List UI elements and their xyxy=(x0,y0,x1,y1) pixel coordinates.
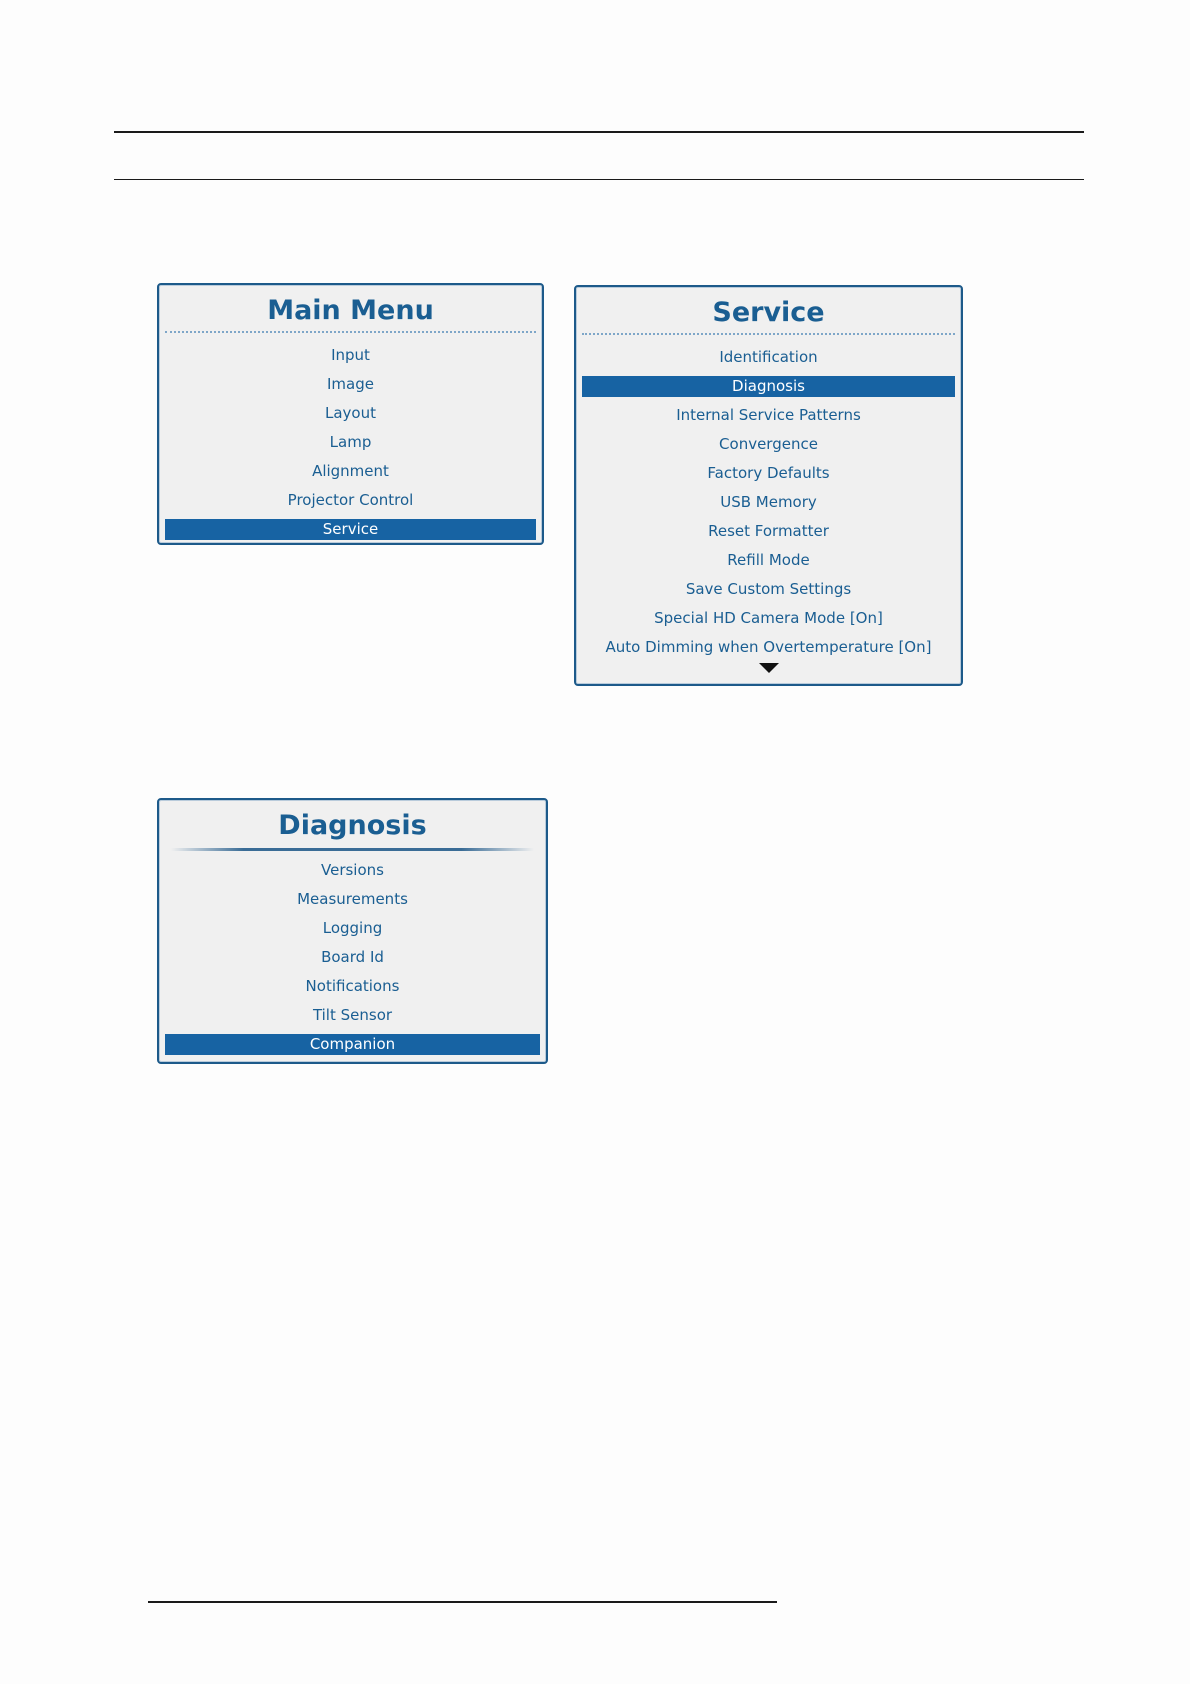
menu-item-label: Logging xyxy=(322,919,383,937)
menu-item-label: Notifications xyxy=(305,977,400,995)
footer-rule xyxy=(148,1601,777,1603)
main-menu-item-input[interactable] xyxy=(165,341,536,370)
menu-item-label: USB Memory xyxy=(720,493,817,511)
menu-item-label: Image xyxy=(327,375,374,393)
menu-item-label: Service xyxy=(165,519,536,540)
menu-item-label: Tilt Sensor xyxy=(312,1006,393,1024)
menu-item-label: Refill Mode xyxy=(727,551,810,569)
service-menu-item-refill-mode[interactable] xyxy=(582,546,955,575)
service-menu-item-save-custom-settings[interactable] xyxy=(582,575,955,604)
service-menu-item-usb-memory[interactable] xyxy=(582,488,955,517)
diagnosis-menu-item-logging[interactable] xyxy=(165,914,540,943)
service-menu-item-internal-service-patterns[interactable] xyxy=(582,401,955,430)
diagnosis-menu-title: Diagnosis xyxy=(278,810,427,841)
menu-item-label: Layout xyxy=(325,404,376,422)
main-menu-item-image[interactable] xyxy=(165,370,536,399)
service-menu-item-diagnosis[interactable] xyxy=(582,372,955,401)
menu-item-label: Identification xyxy=(719,348,818,366)
menu-item-label: Versions xyxy=(321,861,384,879)
menu-item-label: Factory Defaults xyxy=(707,464,830,482)
main-menu-item-alignment[interactable] xyxy=(165,457,536,486)
main-menu-item-layout[interactable] xyxy=(165,399,536,428)
menu-item-label: Internal Service Patterns xyxy=(676,406,861,424)
diagnosis-menu-panel xyxy=(157,798,548,1064)
menu-item-label: Auto Dimming when Overtemperature [On] xyxy=(605,638,932,656)
menu-item-label: Save Custom Settings xyxy=(685,580,852,598)
header-rule-bottom xyxy=(114,179,1084,180)
diagnosis-menu-list xyxy=(165,856,540,1059)
diagnosis-menu-item-versions[interactable] xyxy=(165,856,540,885)
menu-item-label: Special HD Camera Mode [On] xyxy=(654,609,883,627)
header-rule-top xyxy=(114,131,1084,133)
service-menu-panel xyxy=(574,285,963,686)
service-menu-item-convergence[interactable] xyxy=(582,430,955,459)
service-menu-item-factory-defaults[interactable] xyxy=(582,459,955,488)
menu-item-label: Companion xyxy=(165,1034,540,1055)
main-menu-item-projector-control[interactable] xyxy=(165,486,536,515)
main-menu-panel xyxy=(157,283,544,545)
service-menu-item-reset-formatter[interactable] xyxy=(582,517,955,546)
diagnosis-menu-item-companion[interactable] xyxy=(165,1030,540,1059)
diagnosis-menu-item-notifications[interactable] xyxy=(165,972,540,1001)
menu-item-label: Projector Control xyxy=(287,491,414,509)
triangle-down-icon[interactable] xyxy=(759,663,779,673)
service-menu-title: Service xyxy=(712,297,825,328)
menu-item-label: Lamp xyxy=(329,433,372,451)
diagnosis-menu-item-board-id[interactable] xyxy=(165,943,540,972)
service-menu-title-divider xyxy=(582,333,955,335)
diagnosis-menu-title-divider xyxy=(171,848,534,851)
menu-item-label: Measurements xyxy=(297,890,408,908)
menu-item-label: Convergence xyxy=(719,435,818,453)
menu-item-label: Input xyxy=(331,346,370,364)
service-menu-item-auto-dimming[interactable] xyxy=(582,633,955,662)
diagnosis-menu-item-measurements[interactable] xyxy=(165,885,540,914)
main-menu-title-divider xyxy=(165,331,536,333)
service-menu-item-special-hd-camera-mode[interactable] xyxy=(582,604,955,633)
service-menu-item-identification[interactable] xyxy=(582,343,955,372)
menu-item-label: Board Id xyxy=(321,948,384,966)
main-menu-list xyxy=(165,341,536,544)
service-menu-list xyxy=(582,343,955,662)
main-menu-title: Main Menu xyxy=(267,295,434,326)
diagnosis-menu-item-tilt-sensor[interactable] xyxy=(165,1001,540,1030)
main-menu-item-lamp[interactable] xyxy=(165,428,536,457)
menu-item-label: Reset Formatter xyxy=(708,522,829,540)
main-menu-item-service[interactable] xyxy=(165,515,536,544)
menu-item-label: Alignment xyxy=(312,462,389,480)
menu-item-label: Diagnosis xyxy=(582,376,955,397)
